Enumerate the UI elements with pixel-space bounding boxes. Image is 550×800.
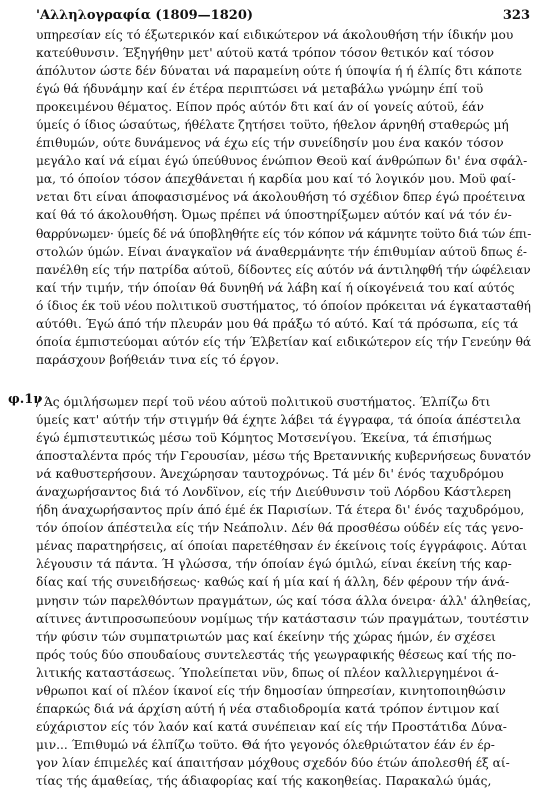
text-line: γον λίαν έπιμελές καί άπαιτήσαν μόχθους σχεδόν δύο έτών άπολεσθή έξ αί- (36, 755, 510, 770)
folio-margin-note: φ.1ν (8, 392, 43, 407)
text-line: μα, τό όποίον τόσον άπεχθάνεται ή καρδία μου καί τό λογικόν μου. Μοϋ φαί- (36, 172, 516, 187)
text-line: θαρρύνωμεν· ύμείς δέ νά ύποβληθήτε είς τόν κόπον νά κάμνητε τοϋτο διά τών έπι- (36, 226, 531, 241)
text-line: έπιθυμών, ούτε δυνάμενος νά έχω είς τήν συνείδησίν μου ένα κακόν τόσον (36, 136, 504, 151)
text-line: καί τήν τιμήν, τήν όποίαν θά δυνηθή νά λάβη καί ή οίκογένειά του καί αύτός (36, 280, 515, 295)
text-line: ήδη άναχωρήσαντος πρίν άπό έμέ έκ Παρισίων. Τά έτερα δι' ένός ταχυδρόμου, (36, 503, 525, 518)
text-line: μένας παρατηρήσεις, αί όποίαι παρετέθησαν έν έκείνοις τοίς έγγράφοις. Αύται (36, 539, 528, 554)
text-line: μνησιν τών παρελθόντων πραγμάτων, ώς καί τόσα άλλα όνειρα· άλλ' άληθείας, (36, 593, 531, 608)
text-line: ύμείς κατ' αύτήν τήν στιγμήν θά έχητε λάβει τά έγγραφα, τά όποία άπέστειλα (36, 413, 521, 428)
text-line: μεγάλο καί νά είμαι έγώ ύπεύθυνος ένώπιον Θεοϋ καί άνθρώπων δι' ένα σφάλ- (36, 154, 528, 169)
text-line: ύμείς ό ίδιος ώσαύτως, ήθέλατε ζητήσει τοϋτο, ήθελον άρνηθή σταθερώς μή (36, 118, 509, 133)
text-line: καί θά τό άκολουθήση. Όμως πρέπει νά ύποστηρίξωμεν αύτόν καί νά τόν έν- (36, 208, 512, 223)
text-line: εύχάριστον είς τόν λαόν καί κατά συνέπειαν καί είς τήν Προστάτιδα Δύνα- (36, 719, 507, 734)
text-line: έγώ έμπιστευτικώς μέσω τοϋ Κόμητος Μοτσενίγου. Έκείνα, τά έπισήμως (36, 431, 492, 446)
text-line: άναχωρήσαντος διά τό Λονδϊνον, είς τήν Διεύθυνσιν τοϋ Λόρδου Κάστλερεη (36, 485, 511, 500)
text-line: παράσχουν βοήθειάν τινα είς τό έργον. (36, 352, 280, 367)
text-line: άποσταλέντα πρός τήν Γερουσίαν, μέσω τής Βρεταννικής κυβερνήσεως δυνατόν (36, 449, 531, 464)
text-line: στολών ύμών. Είναι άναγκαϊον νά άναθερμάνητε τήν έπιθυμίαν αύτοϋ δπως έ- (36, 244, 527, 259)
text-line: νεται δτι είναι άποφασισμένος νά άκολουθήση τό σχέδιον δπερ έγώ προέτεινα (36, 190, 526, 205)
text-line: έπαρκώς διά νά άρχίση αύτή ή νέα σταδιοδρομία κατά τρόπον έντιμον καί (36, 701, 500, 716)
paragraph-2 (36, 393, 531, 790)
text-line: έγώ θά ήδυνάμην καί έν έτέρα περιπτώσει νά μεταβάλω γνώμην έπί τοϋ (36, 82, 484, 97)
text-line: ό ίδιος έκ τοϋ νέου πολιτικοϋ συστήματος, τό όποίον πρόκειται νά έγκατασταθή (36, 298, 531, 313)
text-line: τήν φύσιν τών συμπατριωτών μας καί έκείνην τής χώρας ήμών, έν σχέσει (36, 629, 496, 644)
text-line: όποία έμπιστεύομαι αύτόν είς τήν Έλβετίαν καί ειδικώτερον είς τήν Γενεύην θά (36, 334, 531, 349)
paragraph-1 (36, 26, 531, 369)
text-line: τόν όποίον άπέστειλα είς τήν Νεάπολιν. Δέν θά προσθέσω ούδέν είς τάς γενο- (36, 521, 524, 536)
text-line: τίας τής άμαθείας, τής άδιαφορίας καί τής κακοηθείας. Παρακαλώ ύμάς, (36, 773, 492, 788)
text-line: / Άς όμιλήσωμεν περί τοϋ νέου αύτοϋ πολιτικοϋ συστήματος. Έλπίζω δτι (36, 395, 491, 409)
text-line: αίτινες άντιπροσωπεύουν νομίμως τήν κατάστασιν τών πραγμάτων, τουτέστιν (36, 611, 529, 626)
page-number: 323 (502, 8, 530, 23)
text-line: υπηρεσίαν είς τό έξωτερικόν καί ειδικώτερον νά άκολουθήση τήν ίδικήν μου (36, 28, 514, 42)
text-line: νά καθυστερήσουν. Άνεχώρησαν ταυτοχρόνως. Τά μέν δι' ένός ταχυδρόμου (36, 467, 504, 482)
text-line: κατεύθυνσιν. Έξηγήθην μετ' αύτοϋ κατά τρόπον τόσον θετικόν καί τόσον (36, 46, 495, 61)
text-line: πρός τούς δύο σπουδαίους συντελεστάς τής γεωγραφικής θέσεως καί τής πο- (36, 647, 516, 662)
text-line: λιτικής καταστάσεως. Ύπολείπεται νϋν, δπως οί πλέον καλλιεργημένοι ά- (36, 665, 499, 680)
running-header (36, 8, 530, 28)
text-line: μιν... Έπιθυμώ νά έλπίζω τοϋτο. Θά ήτο γεγονός όλεθριώτατον έάν έν έρ- (36, 737, 495, 752)
text-line: λέγουσιν τά πάντα. Ή γλώσσα, τήν όποίαν έγώ όμιλώ, είναι έκείνη τής καρ- (36, 557, 512, 572)
text-line: νθρωποι καί οί πλέον ίκανοί είς τήν δημοσίαν ύπηρεσίαν, κινητοποιηθώσιν (36, 683, 506, 698)
text-line: δίας καί τής συνειδήσεως· καθώς καί ή μία καί ή άλλη, δέν φέρουν τήν άνά- (36, 575, 510, 590)
running-title: 'Αλληλογραφία (1809—1820) (36, 8, 254, 23)
text-line: προκειμένου θέματος. Είπον πρός αύτόν δτι καί άν οί γονείς αύτοϋ, έάν (36, 100, 484, 115)
text-line: αύτόθι. Έγώ άπό τήν πλευράν μου θά πράξω τό αύτό. Καί τά πρόσωπα, είς τά (36, 316, 519, 331)
text-line: πανέλθη είς τήν πατρίδα αύτοϋ, δίδοντες είς αύτόν νά άντιληφθή τήν ώφέλειαν (36, 262, 531, 277)
text-line: άπόλυτον ώστε δέν δύναται νά παραμείνη ούτε ή ύποψία ή ή έλπίς δτι κάποτε (36, 64, 522, 79)
